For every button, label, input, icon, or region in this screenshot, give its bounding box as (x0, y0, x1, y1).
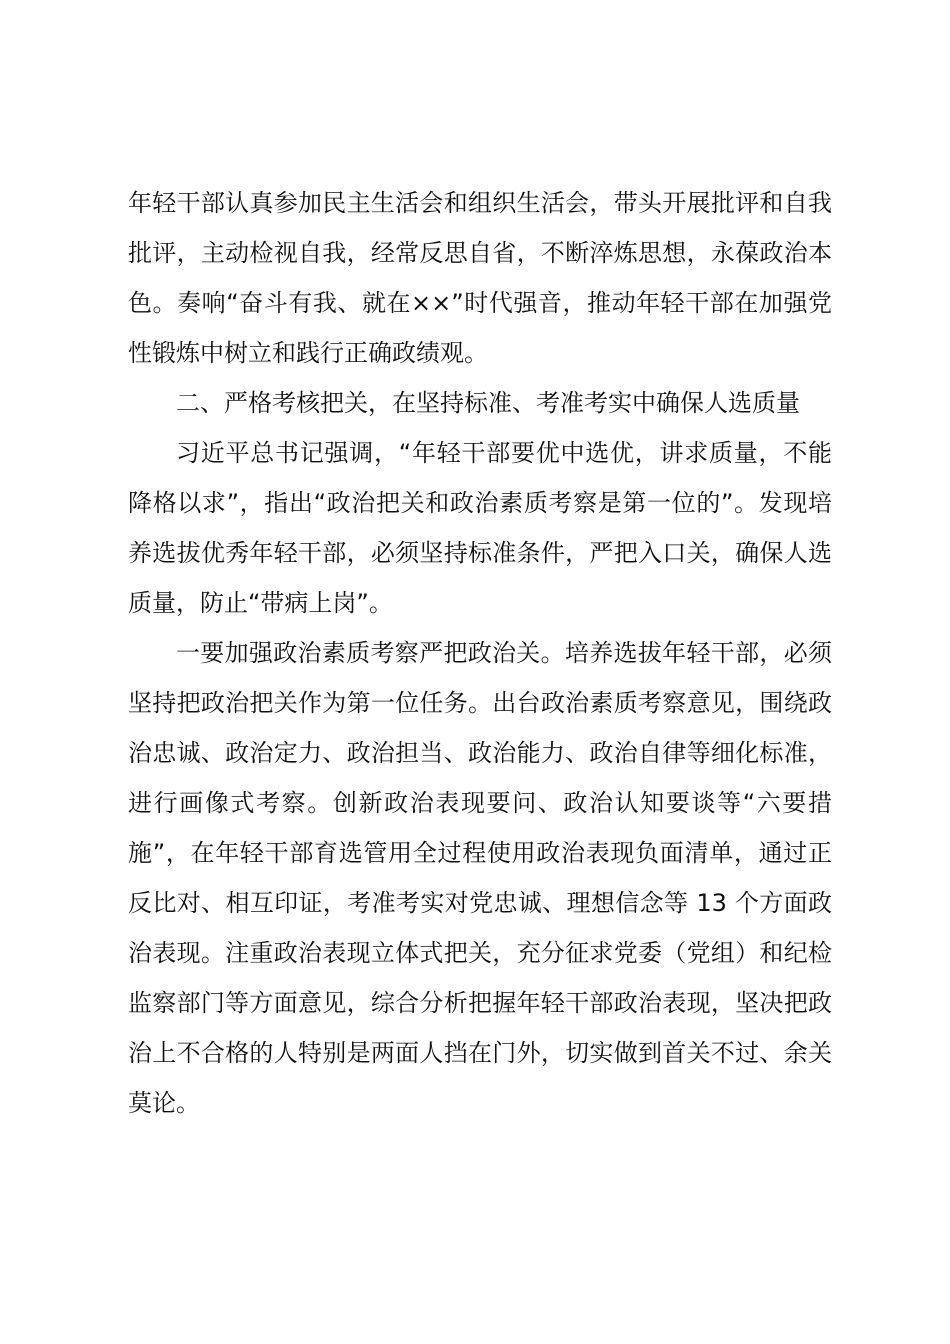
document-body (128, 178, 832, 1128)
paragraph-political-review: 一要加强政治素质考察严把政治关。培养选拔年轻干部，必须坚持把政治把关作为第一位任务。出台政治素质考察意见，围绕政治忠诚、政治定力、政治担当、政治能力、政治自律等细化标准，进行画像式考察。创新政治表现要问、政治认知要谈等“六要措施”，在年轻干部育选管用全过程使用政治表现负面清单，通过正反比对、相互印证，考准考实对党忠诚、理想信念等 13 个方面政治表现。注重政治表现立体式把关，充分征求党委（党组）和纪检监察部门等方面意见，综合分析把握年轻干部政治表现，坚决把政治上不合格的人特别是两面人挡在门外，切实做到首关不过、余关莫论。 (128, 639, 832, 1117)
paragraph-quote: 习近平总书记强调，“年轻干部要优中选优，讲求质量，不能降格以求”，指出“政治把关和政治素质考察是第一位的”。发现培养选拔优秀年轻干部，必须坚持标准条件，严把入口关，确保人选质量，防止“带病上岗”。 (128, 439, 832, 617)
section-heading: 二、严格考核把关，在坚持标准、考准考实中确保人选质量 (176, 389, 800, 417)
paragraph-continuation: 年轻干部认真参加民主生活会和组织生活会，带头开展批评和自我批评，主动检视自我，经常反思自省，不断淬炼思想，永葆政治本色。奏响“奋斗有我、就在××”时代强音，推动年轻干部在加强党性锻炼中树立和践行正确政绩观。 (128, 189, 832, 367)
